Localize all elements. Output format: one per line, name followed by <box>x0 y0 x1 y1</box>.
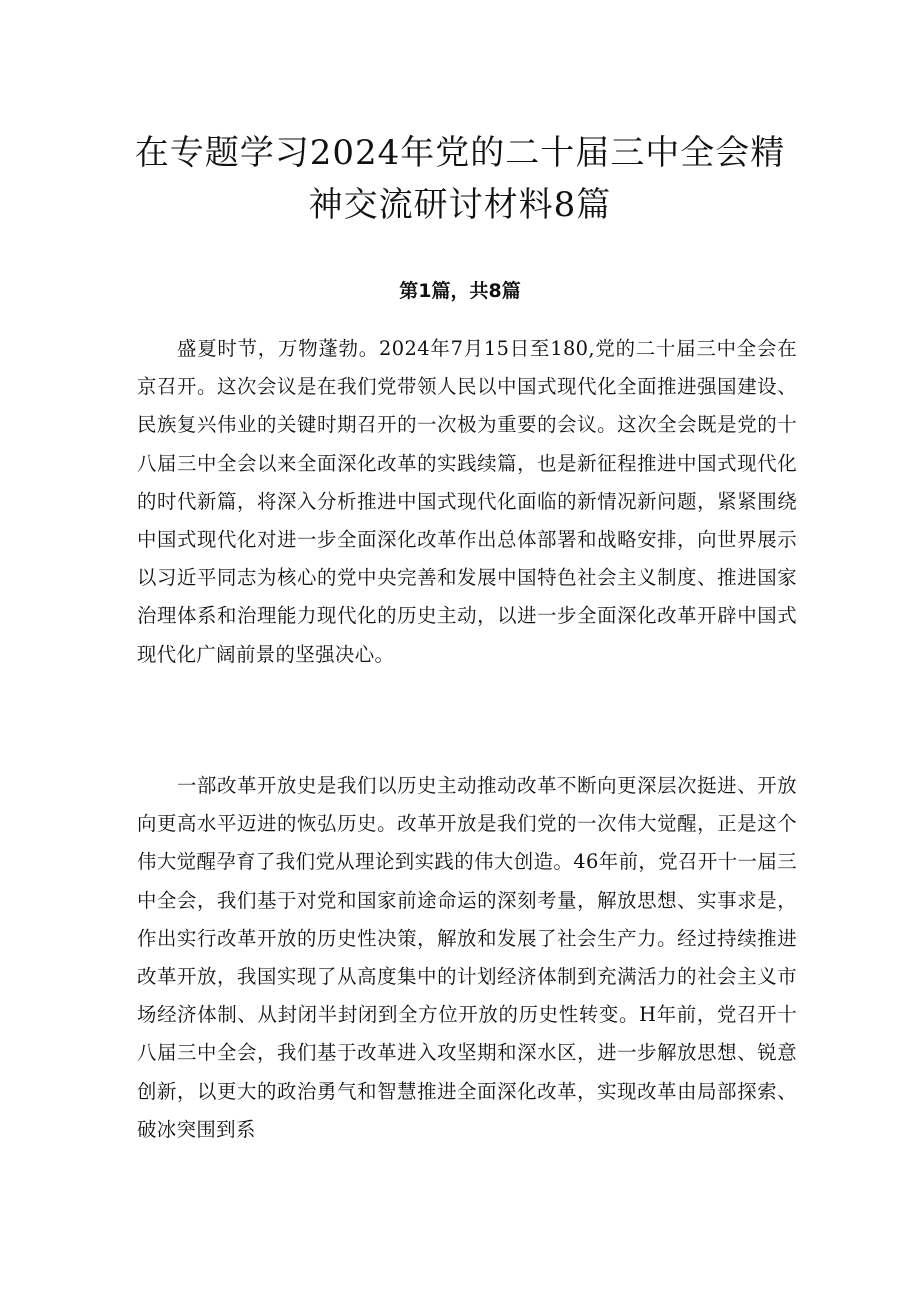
document-title: 在专题学习2024年党的二十届三中全会精神交流研讨材料8篇 <box>134 132 786 225</box>
body-paragraph-2: 一部改革开放史是我们以历史主动推动改革不断向更深层次挺进、开放向更高水平迈进的恢弘历史。改革开放是我们党的一次伟大觉醒，正是这个伟大觉醒孕育了我们党从理论到实践的伟大创造。46年前，党召开十一届三中全会，我们基于对党和国家前途命运的深刻考量，解放思想、实事求是，作出实行改革开放的历史性决策，解放和发展了社会生产力。经过持续推进改革开放，我国实现了从高度集中的计划经济体制到充满活力的社会主义市场经济体制、从封闭半封闭到全方位开放的历史性转变。H年前，党召开十八届三中全会，我们基于改革进入攻坚期和深水区，进一步解放思想、锐意创新，以更大的政治勇气和智慧推进全面深化改革，实现改革由局部探索、破冰突围到系 <box>137 774 797 1141</box>
section-heading: 第1篇，共8篇 <box>399 280 521 302</box>
body-paragraph-1: 盛夏时节，万物蓬勃。2024年7月15日至180,党的二十届三中全会在京召开。这次会议是在我们党带领人民以中国式现代化全面推进强国建设、民族复兴伟业的关键时期召开的一次极为重要的会议。这次全会既是党的十八届三中全会以来全面深化改革的实践续篇，也是新征程推进中国式现代化的时代新篇，将深入分析推进中国式现代化面临的新情况新问题，紧紧围绕中国式现代化对进一步全面深化改革作出总体部署和战略安排，向世界展示以习近平同志为核心的党中央完善和发展中国特色社会主义制度、推进国家治理体系和治理能力现代化的历史主动，以进一步全面深化改革开辟中国式现代化广阔前景的坚强决心。 <box>137 337 797 666</box>
